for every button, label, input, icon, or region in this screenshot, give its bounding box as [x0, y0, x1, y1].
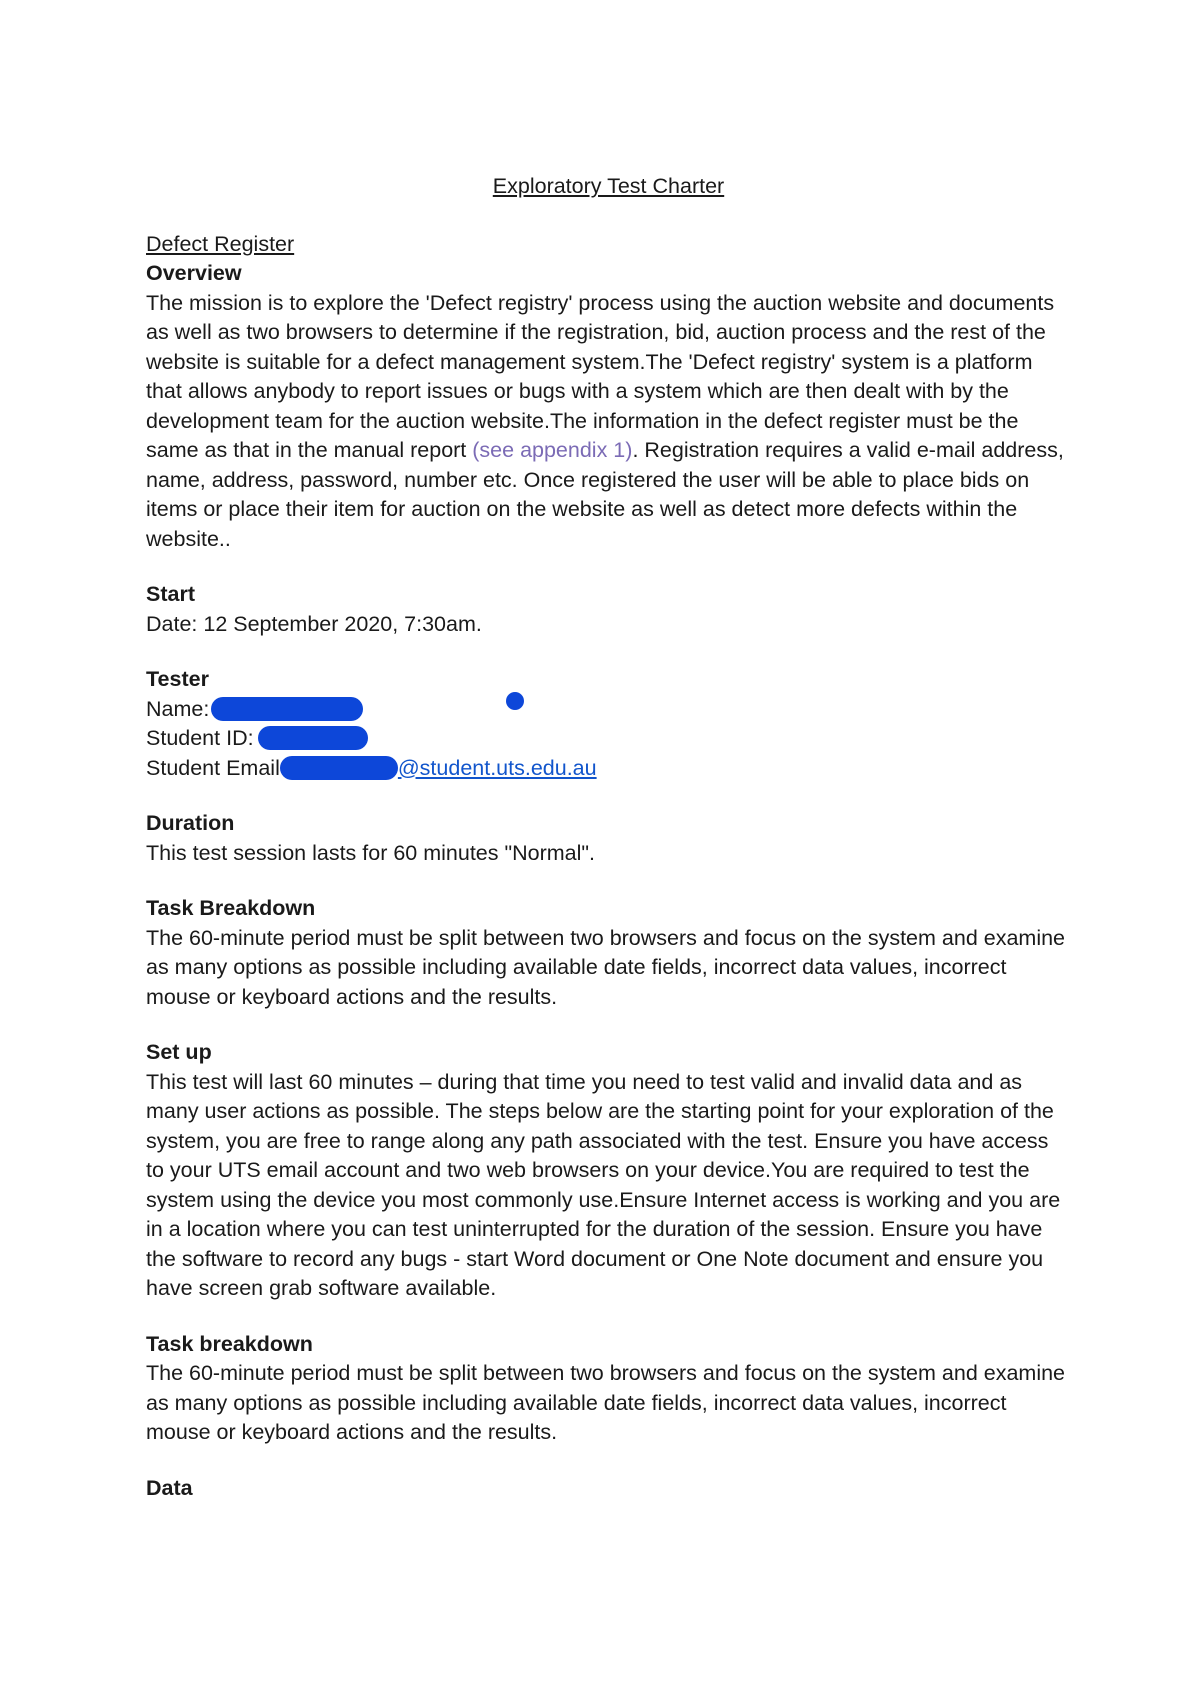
spacer — [146, 783, 1071, 809]
document-body — [146, 172, 1071, 1503]
redaction-mark — [211, 697, 363, 721]
tester-heading: Tester — [146, 667, 209, 691]
overview-text-end: . Registration requires a valid e-mail address, name, address, password, number etc. Once registered the user will be able to place bids on items or place their item for auction on the website as well as detect more defects within the website.. — [146, 438, 1064, 551]
redaction-dot — [506, 692, 524, 710]
spacer — [146, 639, 1071, 665]
task-breakdown-2-heading: Task breakdown — [146, 1331, 313, 1356]
overview-paragraph — [146, 289, 1071, 555]
task-breakdown-heading: Task Breakdown — [146, 896, 316, 920]
appendix-link[interactable]: (see appendix 1) — [472, 438, 633, 462]
tester-email-label: Student Email — [146, 755, 280, 780]
duration-heading: Duration — [146, 811, 235, 835]
document-title: Exploratory Test Charter — [492, 174, 725, 198]
setup-heading: Set up — [146, 1040, 212, 1064]
tester-name-label: Name: — [146, 696, 210, 721]
start-heading: Start — [146, 582, 195, 606]
tester-name-line — [146, 695, 1071, 725]
spacer — [146, 1448, 1071, 1474]
data-heading: Data — [146, 1475, 193, 1500]
task-breakdown-2-text: The 60-minute period must be split between two browsers and focus on the system and examine as many options as possible including available date fields, incorrect data values, incorrect mouse or keyboard actions and the results. — [146, 1361, 1066, 1444]
redaction-mark — [258, 726, 368, 750]
spacer — [146, 554, 1071, 580]
tester-student-id-label: Student ID: — [146, 726, 254, 750]
setup-text: This test will last 60 minutes – during that time you need to test valid and invalid data and as many user actions as possible. The steps below are the starting point for your exploration of the system, you are free to range along any path associated with the test. Ensure you have access to your UTS email account and two web browsers on your device.You are required to test the system using the device you most commonly use.Ensure Internet access is working and you are in a location where you can test uninterrupted for the duration of the session. Ensure you have the software to record any bugs - start Word document or One Note document and ensure you have screen grab software available. — [146, 1069, 1061, 1300]
overview-text-start: The mission is to explore the 'Defect registry' process using the auction website and documents as well as two browsers to determine if the registration, bid, auction process and the rest of the website is suitable for a defect management system.The 'Defect registry' system is a platform that allows anybody to report issues or bugs with a system which are then dealt with by the development team for the auction website.The information in the defect register must be the same as that in the manual report — [146, 290, 1055, 462]
task-breakdown-text: The 60-minute period must be split between two browsers and focus on the system and examine as many options as possible including available date fields, incorrect data values, incorrect mouse or keyboard actions and the results. — [146, 925, 1066, 1009]
overview-heading: Overview — [146, 261, 242, 285]
tester-student-id-line — [146, 724, 1071, 754]
spacer — [146, 1012, 1071, 1038]
student-email-link[interactable]: @student.uts.edu.au — [397, 755, 597, 780]
document-subtitle: Defect Register — [146, 231, 295, 256]
tester-email-line — [146, 754, 1071, 784]
duration-text: This test session lasts for 60 minutes "Normal". — [146, 840, 596, 865]
redaction-mark — [280, 756, 398, 780]
spacer — [146, 868, 1071, 894]
start-date: Date: 12 September 2020, 7:30am. — [146, 611, 482, 636]
spacer — [146, 1304, 1071, 1330]
